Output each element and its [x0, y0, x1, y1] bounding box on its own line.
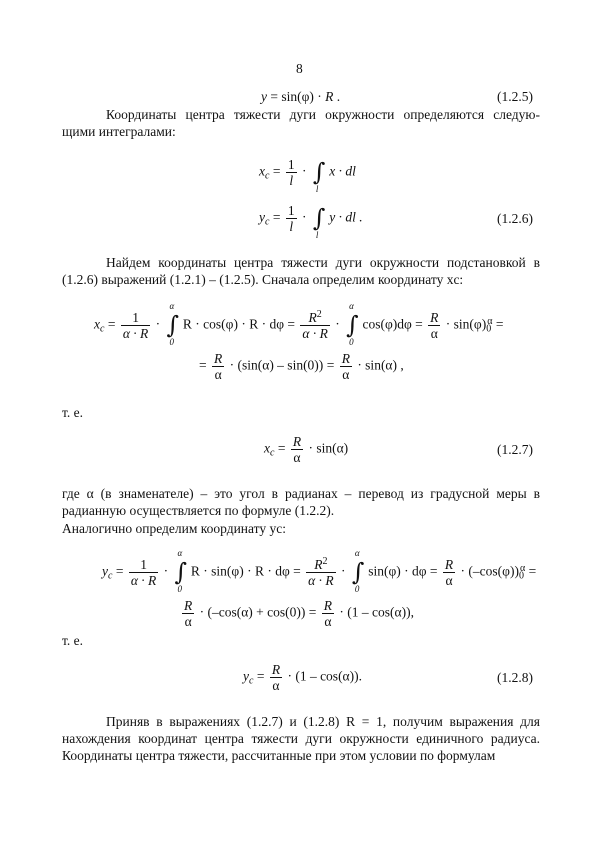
equation-number-1-2-7: (1.2.7) — [497, 442, 533, 457]
equation-yc-derivation-line1: $y_c$ = $\frac{1}{\alpha \cdot R}$ · α ∫ 0 R · sin(φ) · R · dφ = $\frac{R^2}{\alpha \cdot R}$ · α ∫ 0 sin(φ) · dφ = $\frac{R}{\alpha}$ · $(-\cos(\varphi))_0^\alpha$ = — [102, 547, 537, 594]
equation-yc-integral: $y_c$ = $\frac{1}{l}$ · ∫ l y · dl . — [259, 203, 363, 240]
equation-xc-derivation-line2: = $\frac{R}{\alpha}$ · (sin(α) – sin(0)) = $\frac{R}{\alpha}$ · sin(α) , — [199, 351, 404, 382]
page-number: 8 — [296, 61, 303, 76]
paragraph-5: Приняв в выражениях (1.2.7) и (1.2.8) R = 1, получим выражения для нахождения координат центра тяжести дуги окружности единичного радиуса. Координаты центра тяжести, рассчитанные при этом условии по формулам — [62, 714, 540, 763]
equation-yc-derivation-line2: $\frac{R}{\alpha}$ · (–cos(α) + cos(0)) = $\frac{R}{\alpha}$ · (1 – cos(α)), — [184, 598, 414, 629]
equation-1-2-5: y = sin(φ) · R . — [261, 89, 341, 104]
equation-1-2-7: $x_c$ = $\frac{R}{\alpha}$ · sin(α) — [264, 434, 349, 465]
paragraph-3: где α (в знаменателе) – это угол в радианах – перевод из градусной меры в радианную осуществляется по формуле (1.2.2). — [62, 486, 540, 518]
paragraph-2: Найдем координаты центра тяжести дуги окружности подстановкой в (1.2.6) выражений (1.2.1) – (1.2.5). Сначала определим координату xc: — [62, 255, 540, 287]
paragraph-1: Координаты центра тяжести дуги окружности определяются следую- щими интегралами: — [62, 107, 540, 139]
text-te-2: т. е. — [62, 633, 84, 648]
equation-number-1-2-6: (1.2.6) — [497, 211, 533, 226]
paragraph-4: Аналогично определим координату yc: — [62, 521, 286, 536]
equation-1-2-8: $y_c$ = $\frac{R}{\alpha}$ · (1 – cos(α)). — [243, 662, 362, 693]
equation-xc-derivation-line1: $x_c$ = $\frac{1}{\alpha \cdot R}$ · α ∫ 0 R · cos(φ) · R · dφ = $\frac{R^2}{\alpha \cdot R}$ · α ∫ 0 cos(φ)dφ = $\frac{R}{\alpha}$ · $\sin(\varphi)_0^\alpha$ = — [94, 300, 504, 347]
equation-number-1-2-8: (1.2.8) — [497, 670, 533, 685]
equation-number-1-2-5: (1.2.5) — [497, 89, 533, 104]
equation-xc-integral: $x_c$ = $\frac{1}{l}$ · ∫ l x · dl — [259, 157, 356, 194]
text-te-1: т. е. — [62, 405, 84, 420]
